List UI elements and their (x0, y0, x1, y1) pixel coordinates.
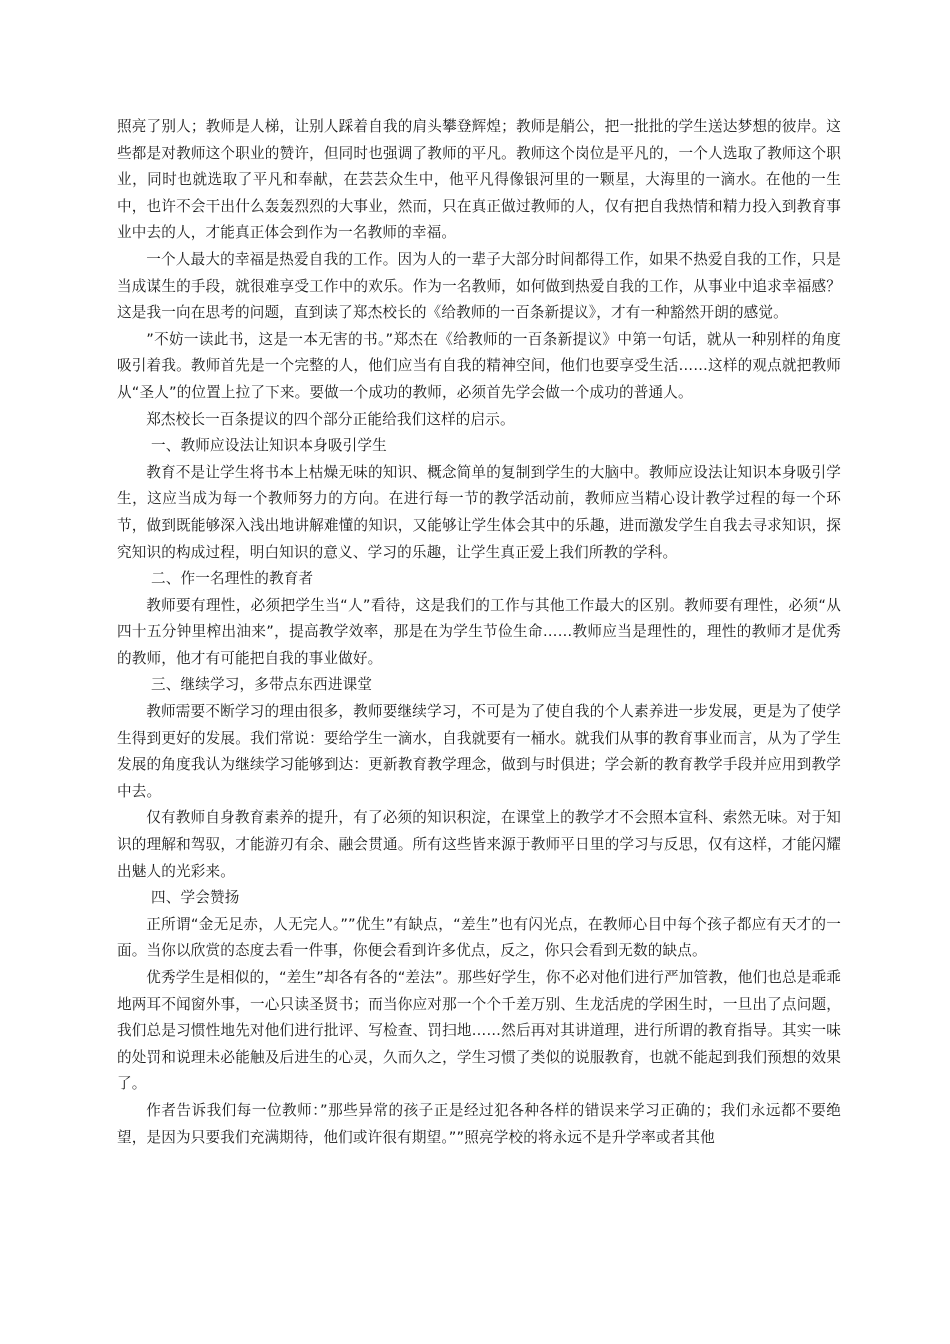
paragraph: 教师需要不断学习的理由很多，教师要继续学习，不可是为了使自我的个人素养进一步发展，更是为了使学生得到更好的发展。我们常说：要给学生一滴水，自我就要有一桶水。就我们从事的教育事业而言，从为了学生发展的角度我认为继续学习能够到达：更新教育教学理念，做到与时俱进；学会新的教育教学手段并应用到教学中去。 (117, 703, 841, 800)
section-heading-1: 一、教师应设法让知识本身吸引学生 (151, 437, 387, 455)
paragraph: 一个人最大的幸福是热爱自我的工作。因为人的一辈子大部分时间都得工作，如果不热爱自我的工作，只是当成谋生的手段，就很难享受工作中的欢乐。作为一名教师，如何做到热爱自我的工作，从事业中追求幸福感？这是我一向在思考的问题，直到读了郑杰校长的《给教师的一百条新提议》，才有一种豁然开朗的感觉。 (117, 250, 841, 322)
section-heading-4: 四、学会赞扬 (151, 889, 240, 907)
paragraph: ”不妨一读此书，这是一本无害的书。”郑杰在《给教师的一百条新提议》中第一句话，就从一种别样的角度吸引着我。教师首先是一个完整的人，他们应当有自我的精神空间，他们也要享受生活……这样的观点就把教师从“圣人”的位置上拉了下来。要做一个成功的教师，必须首先学会做一个成功的普通人。 (117, 330, 841, 401)
paragraph: 优秀学生是相似的，“差生”却各有各的“差法”。那些好学生，你不必对他们进行严加管教，他们也总是乖乖地两耳不闻窗外事，一心只读圣贤书；而当你应对那一个个千差万别、生龙活虎的学困生时，一旦出了点问题，我们总是习惯性地先对他们进行批评、写检查、罚扫地……然后再对其讲道理，进行所谓的教育指导。其实一味的处罚和说理未必能触及后进生的心灵，久而久之，学生习惯了类似的说服教育，也就不能起到我们预想的效果了。 (117, 969, 841, 1093)
document-body (117, 114, 841, 1151)
paragraph: 教师要有理性，必须把学生当“人”看待，这是我们的工作与其他工作最大的区别。教师要有理性，必须“从四十五分钟里榨出油来”，提高教学效率，那是在为学生节俭生命……教师应当是理性的，理性的教师才是优秀的教师，他才有可能把自我的事业做好。 (117, 596, 841, 667)
paragraph: 仅有教师自身教育素养的提升，有了必须的知识积淀，在课堂上的教学才不会照本宣科、索然无味。对于知识的理解和驾驭，才能游刃有余、融会贯通。所有这些皆来源于教师平日里的学习与反思，仅有这样，才能闪耀出魅人的光彩来。 (117, 809, 841, 880)
section-heading-2: 二、作一名理性的教育者 (151, 570, 314, 588)
paragraph: 郑杰校长一百条提议的四个部分正能给我们这样的启示。 (146, 410, 515, 428)
paragraph: 作者告诉我们每一位教师：”那些异常的孩子正是经过犯各种各样的错误来学习正确的；我们永远都不要绝望，是因为只要我们充满期待，他们或许很有期望。””照亮学校的将永远不是升学率或者其他 (117, 1101, 841, 1146)
paragraph: 教育不是让学生将书本上枯燥无味的知识、概念简单的复制到学生的大脑中。教师应设法让知识本身吸引学生，这应当成为每一个教师努力的方向。在进行每一节的教学活动前，教师应当精心设计教学过程的每一个环节，做到既能够深入浅出地讲解难懂的知识，又能够让学生体会其中的乐趣，进而激发学生自我去寻求知识，探究知识的构成过程，明白知识的意义、学习的乐趣，让学生真正爱上我们所教的学科。 (117, 463, 841, 561)
paragraph-continued: 照亮了别人；教师是人梯，让别人踩着自我的肩头攀登辉煌；教师是艄公，把一批批的学生送达梦想的彼岸。这些都是对教师这个职业的赞许，但同时也强调了教师的平凡。教师这个岗位是平凡的，一个人选取了教师这个职业，同时也就选取了平凡和奉献，在芸芸众生中，他平凡得像银河里的一颗星，大海里的一滴水。在他的一生中，也许不会干出什么轰轰烈烈的大事业，然而，只在真正做过教师的人，仅有把自我热情和精力投入到教育事业中去的人，才能真正体会到作为一名教师的幸福。 (117, 118, 841, 242)
paragraph: 正所谓“金无足赤，人无完人。””优生”有缺点，“差生”也有闪光点，在教师心目中每个孩子都应有天才的一面。当你以欣赏的态度去看一件事，你便会看到许多优点，反之，你只会看到无数的缺点。 (117, 915, 841, 960)
section-heading-3: 三、继续学习，多带点东西进课堂 (151, 676, 373, 694)
